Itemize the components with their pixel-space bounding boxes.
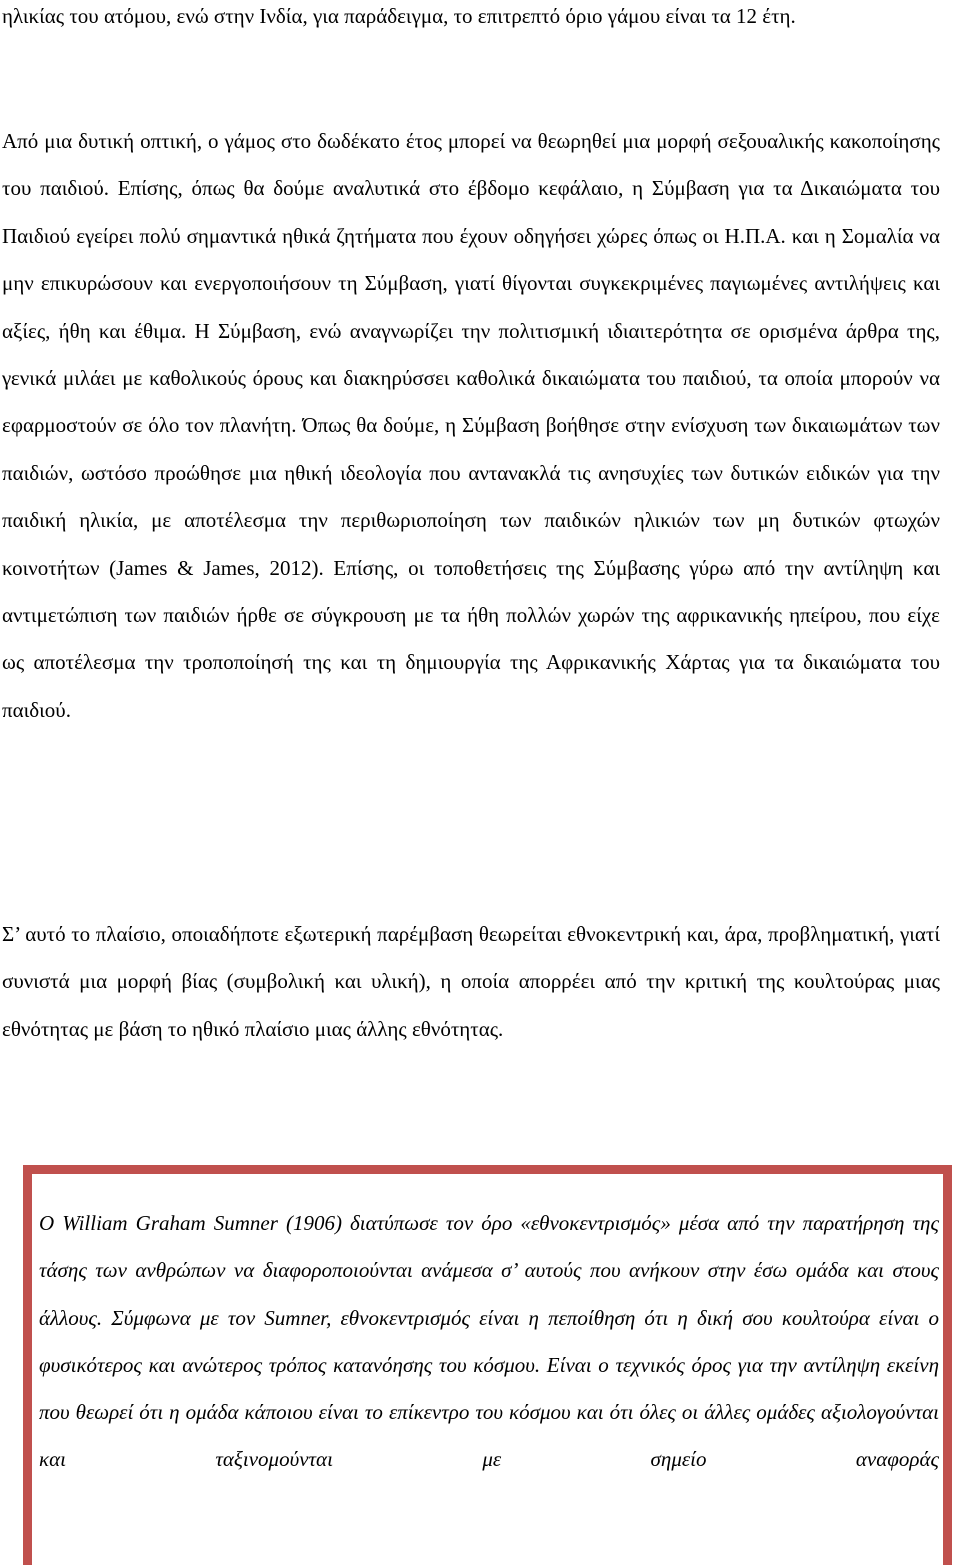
paragraph-3: Σ’ αυτό το πλαίσιο, οποιαδήποτε εξωτερική παρέμβαση θεωρείται εθνοκεντρική και, άρα, προβληματική, γιατί συνιστά μια μορφή βίας (συμβολική και υλική), η οποία απορρέει από την κριτική της κουλτούρας μιας εθνότητας με βάση το ηθικό πλαίσιο μιας άλλης εθνότητας. <box>2 922 940 1041</box>
boxed-definition-text: Ο William Graham Sumner (1906) διατύπωσε τον όρο «εθνοκεντρισμός» μέσα από την παρατήρηση της τάσης των ανθρώπων να διαφοροποιούνται ανάμεσα σ’ αυτούς που ανήκουν στην έσω ομάδα και στους άλλους. Σύμφωνα με τον Sumner, εθνοκεντρισμός είναι η πεποίθηση ότι η δική σου κουλτούρα είναι ο φυσικότερος και ανώτερος τρόπος κατανόησης του κόσμου. Είναι ο τεχνικός όρος για την αντίληψη εκείνη που θεωρεί ότι η ομάδα κάποιου είναι το επίκεντρο του κόσμου και ότι όλες οι άλλες ομάδες αξιολογούνται και ταξινομούνται με σημείο αναφοράς <box>39 1211 939 1472</box>
paragraph-1: ηλικίας του ατόμου, ενώ στην Ινδία, για παράδειγμα, το επιτρεπτό όριο γάμου είναι τα 12 έτη. <box>2 4 796 28</box>
paragraph-2: Από μια δυτική οπτική, ο γάμος στο δωδέκατο έτος μπορεί να θεωρηθεί μια μορφή σεξουαλικής κακοποίησης του παιδιού. Επίσης, όπως θα δούμε αναλυτικά στο έβδομο κεφάλαιο, η Σύμβαση για τα Δικαιώματα του Παιδιού εγείρει πολύ σημαντικά ηθικά ζητήματα που έχουν οδηγήσει χώρες όπως οι Η.Π.Α. και η Σομαλία να μην επικυρώσουν και ενεργοποιήσουν τη Σύμβαση, γιατί θίγονται συγκεκριμένες παγιωμένες αντιλήψεις και αξίες, ήθη και έθιμα. Η Σύμβαση, ενώ αναγνωρίζει την πολιτισμική ιδιαιτερότητα σε ορισμένα άρθρα της, γενικά μιλάει με καθολικούς όρους και διακηρύσσει καθολικά δικαιώματα του παιδιού, τα οποία μπορούν να εφαρμοστούν σε όλο τον πλανήτη. Όπως θα δούμε, η Σύμβαση βοήθησε στην ενίσχυση των δικαιωμάτων των παιδιών, ωστόσο προώθησε μια ηθική ιδεολογία που αντανακλά τις ανησυχίες των δυτικών ειδικών για την παιδική ηλικία, με αποτέλεσμα την περιθωριοποίηση των παιδικών ηλικιών των μη δυτικών φτωχών κοινοτήτων (James & James, 2012). Επίσης, οι τοποθετήσεις της Σύμβασης γύρω από την αντίληψη και αντιμετώπιση των παιδιών ήρθε σε σύγκρουση με τα ήθη πολλών χωρών της αφρικανικής ηπείρου, που είχε ως αποτέλεσμα την τροποποίησή της και τη δημιουργία της Αφρικανικής Χάρτας για τα δικαιώματα του παιδιού. <box>2 129 940 722</box>
